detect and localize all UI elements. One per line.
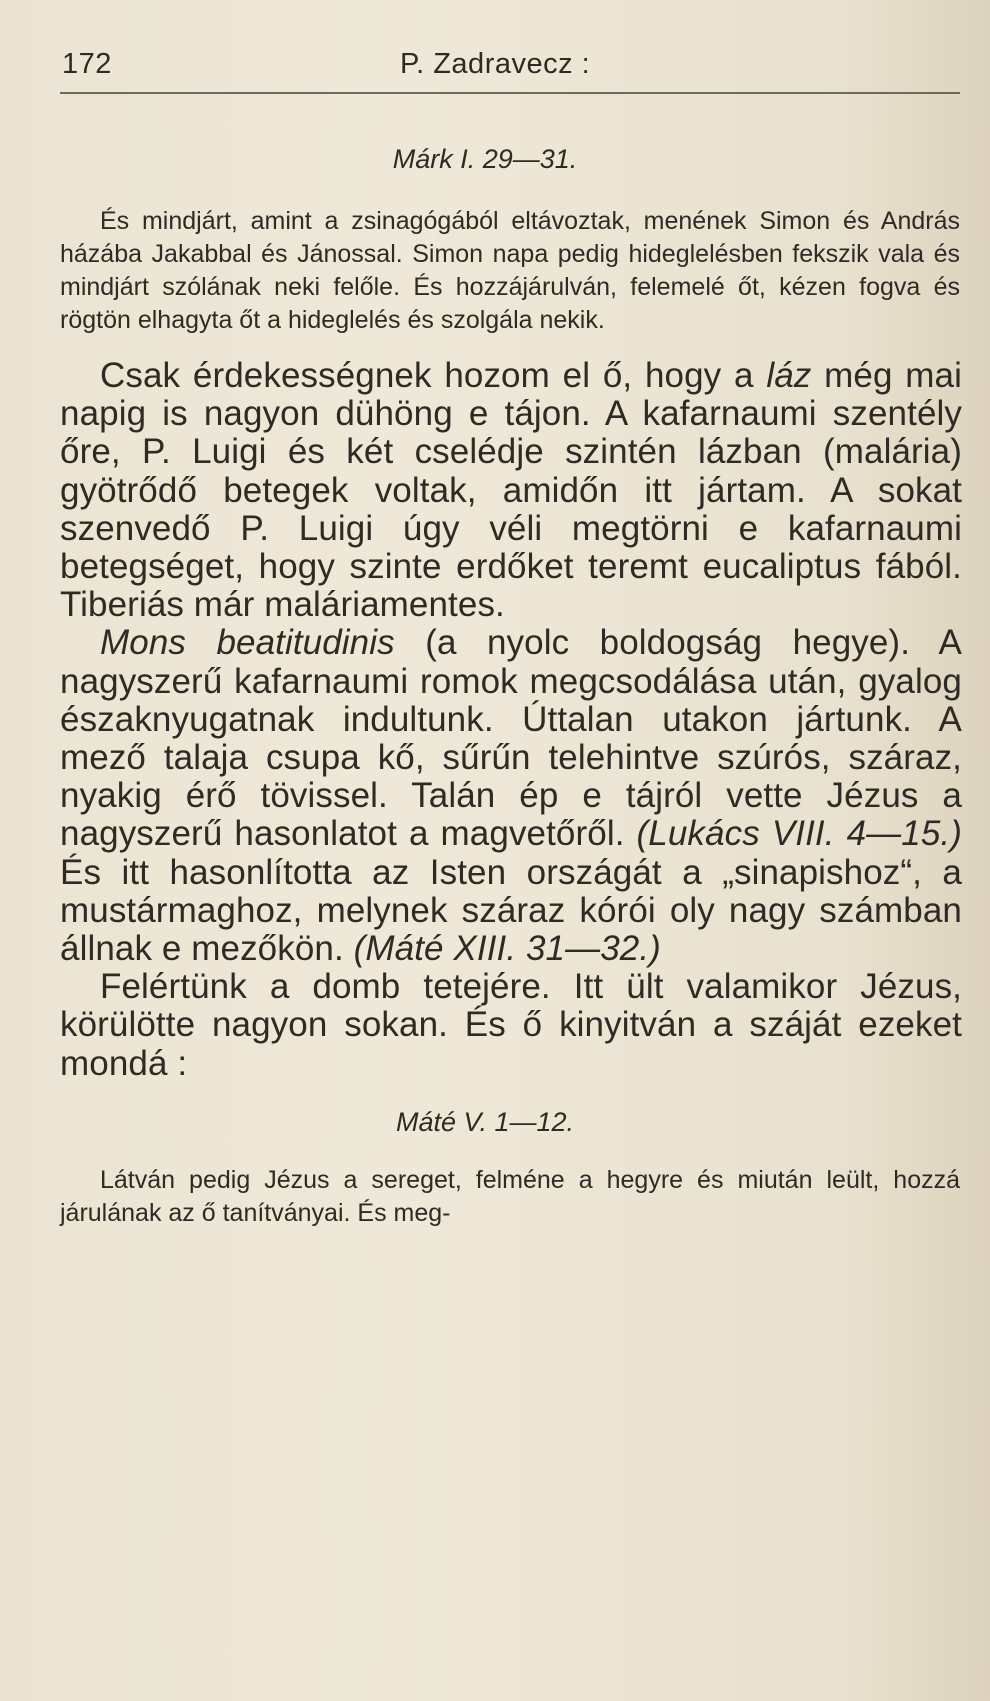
scripture-quote-mate: Látván pedig Jézus a sereget, felméne a hegyre és miután leült, hozzá járulának az ő tanítványai. És meg- bbox=[60, 1165, 960, 1227]
reference-lukacs: (Lukács VIII. 4—15.) bbox=[636, 814, 962, 854]
paragraph-fever: Csak érdekességnek hozom el ő, hogy a láz még mai napig is nagyon dühöng e tájon. A kafarnaumi szentély őre, P. Luigi és két cselédje szintén lázban (malária) gyötrődő betegek voltak, amidőn itt jártam. A sokat szenvedő P. Luigi úgy véli megtörni e kafarnaumi betegséget, hogy szinte erdőket teremt eucaliptus fából. Tiberiás már maláriamentes. bbox=[60, 356, 962, 625]
scripture-quote-mark: És mindjárt, amint a zsinagógából eltávoztak, menének Simon és András házába Jakabbal és Jánossal. Simon napa pedig hideglelésben fekszik vala és mindjárt szólának neki felőle. És hozzájárulván, felemelé őt, kézen fogva és rögtön elhagyta őt a hideglelés és szolgála nekik. bbox=[60, 207, 960, 334]
running-title: P. Zadravecz : bbox=[400, 48, 591, 80]
scripture-reference-mate: Máté V. 1—12. bbox=[395, 1106, 575, 1137]
scripture-reference-mark: Márk I. 29—31. bbox=[392, 144, 578, 174]
emphasis-mons-beatitudinis: Mons beatitudinis bbox=[100, 623, 395, 663]
emphasis-laz: láz bbox=[766, 356, 812, 395]
page-header bbox=[60, 40, 970, 88]
page-number: 172 bbox=[62, 48, 112, 80]
paragraph-hilltop: Felértünk a domb tetejére. Itt ült valamikor Jézus, körülötte nagyon sokan. És ő kinyitván a száját ezeket mondá : bbox=[60, 967, 962, 1083]
main-text bbox=[60, 357, 962, 1083]
header-rule bbox=[60, 92, 960, 94]
paragraph-mons-beatitudinis: Mons beatitudinis (a nyolc boldogság hegye). A nagyszerű kafarnaumi romok megcsodálása után, gyalog északnyugatnak indultunk. Úttalan utakon jártunk. A mező talaja csupa kő, sűrűn telehintve szúrós, száraz, nyakig érő tövissel. Talán ép e tájról vette Jézus a nagyszerű hasonlatot a magvetőről. (Lukács VIII. 4—15.) És itt hasonlította az Isten országát a „sinapishoz“, a mustármaghoz, melynek száraz kórói oly nagy számban állnak e mezőkön. (Máté XIII. 31—32.) bbox=[60, 623, 962, 969]
reference-mate-xiii: (Máté XIII. 31—32.) bbox=[353, 929, 661, 969]
